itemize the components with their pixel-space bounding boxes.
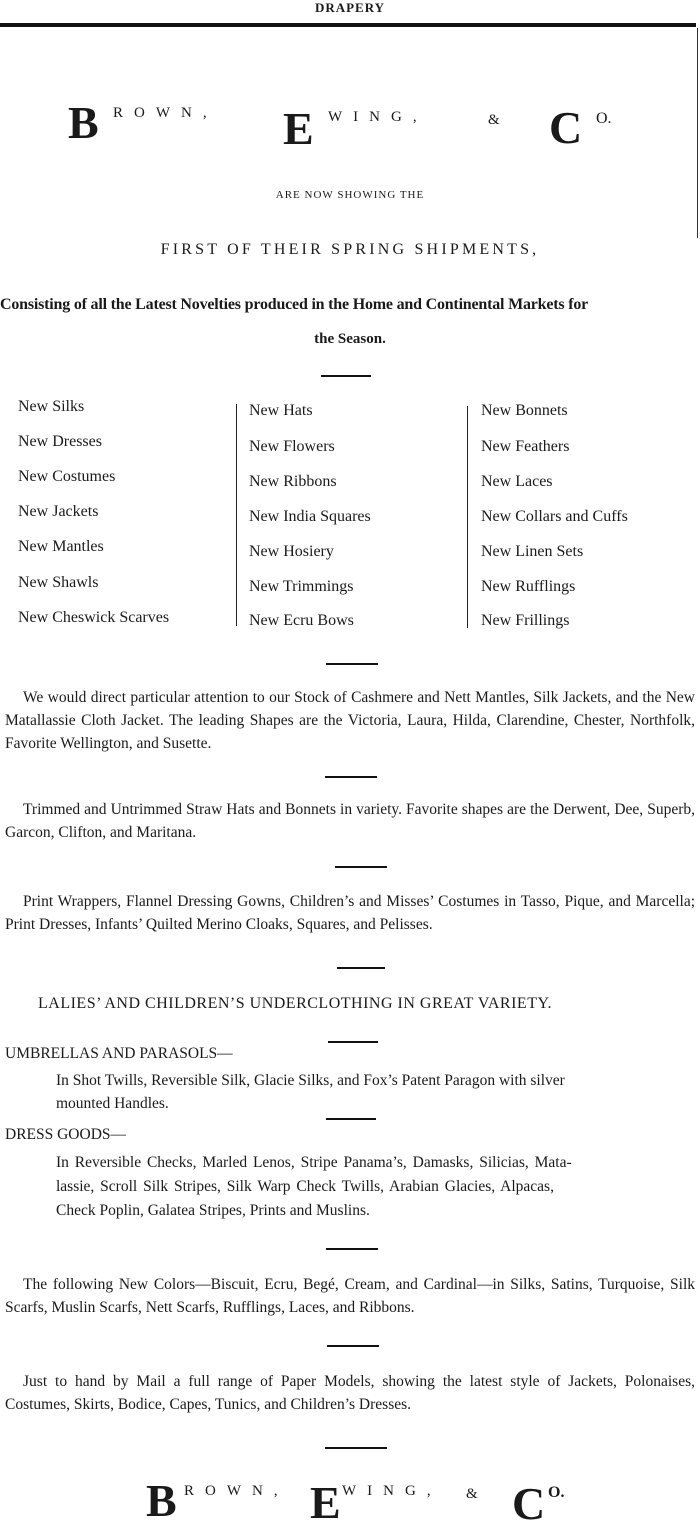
firm-rest-co: O. — [548, 1484, 565, 1501]
underclothing-heading: LALIES’ AND CHILDREN’S UNDERCLOTHING IN GREAT VARIETY. — [38, 995, 552, 1012]
firm-initial-c: C — [549, 102, 583, 153]
column-divider — [236, 404, 237, 626]
list-item: New Bonnets — [481, 402, 568, 419]
divider-rule — [326, 1248, 378, 1250]
paragraph-wrappers: Print Wrappers, Flannel Dressing Gowns, Children’s and Misses’ Costumes in Tasso, Pique, and Marcella; Print Dresses, Infants’ Quilted Merino Cloaks, Squares, and Pelisses. — [5, 893, 695, 933]
divider-rule — [325, 1447, 387, 1449]
firm-rest-ewing: WING, — [342, 1483, 442, 1499]
divider-rule — [321, 375, 371, 377]
firm-ampersand: & — [466, 1486, 478, 1502]
list-item: New Costumes — [18, 468, 116, 485]
firm-initial-b: B — [68, 97, 99, 148]
section-title: DRAPERY — [314, 0, 386, 15]
column-divider — [467, 406, 468, 628]
dress-goods-line-2: lassie, Scroll Silk Stripes, Silk Warp Check Twills, Arabian Glacies, Alpacas, — [56, 1178, 554, 1195]
firm-initial-b: B — [146, 1475, 177, 1526]
list-item: New Mantles — [18, 538, 104, 555]
list-item: New Rufflings — [481, 578, 576, 595]
list-item: New Ribbons — [249, 473, 337, 490]
dress-goods-heading: DRESS GOODS— — [5, 1126, 127, 1143]
paragraph-mantles: We would direct particular attention to our Stock of Cashmere and Nett Mantles, Silk Jackets, and the New Matallassie Cloth Jacket. The leading Shapes are the Victoria, Laura, Hilda, Clarendine, Chester, Northfolk, Favorite Wellington, and Susette. — [5, 689, 695, 752]
paragraph-colors: The following New Colors—Biscuit, Ecru, Begé, Cream, and Cardinal—in Silks, Satins, Turquoise, Silk Scarfs, Muslin Scarfs, Nett Scarfs, Rufflings, Laces, and Ribbons. — [5, 1276, 695, 1316]
divider-rule — [325, 776, 377, 778]
firm-rest-brown: ROWN, — [113, 105, 218, 121]
dress-goods-line-3: Check Poplin, Galatea Stripes, Prints and Muslins. — [56, 1202, 370, 1219]
divider-rule — [337, 967, 385, 969]
divider-rule — [326, 663, 378, 665]
firm-initial-c: C — [512, 1478, 546, 1529]
list-item: New Frillings — [481, 612, 570, 629]
list-item: New Hats — [249, 402, 313, 419]
firm-rest-co: O. — [596, 110, 612, 127]
divider-rule — [326, 1118, 376, 1120]
list-item: New Flowers — [249, 438, 335, 455]
umbrellas-line-2: mounted Handles. — [56, 1095, 169, 1112]
umbrellas-line-1: In Shot Twills, Reversible Silk, Glacie Silks, and Fox’s Patent Paragon with silver — [56, 1072, 565, 1089]
list-item: New Linen Sets — [481, 543, 584, 560]
dress-goods-line-1: In Reversible Checks, Marled Lenos, Stripe Panama’s, Damasks, Silicias, Mata- — [56, 1154, 572, 1171]
list-item: New Dresses — [18, 433, 102, 450]
list-item: New Collars and Cuffs — [481, 508, 628, 525]
list-item: New Silks — [18, 398, 85, 415]
list-item: New Trimmings — [249, 578, 354, 595]
divider-rule — [335, 866, 387, 868]
intro-line-3: Consisting of all the Latest Novelties produced in the Home and Continental Markets for — [0, 296, 589, 313]
intro-line-2: FIRST OF THEIR SPRING SHIPMENTS, — [160, 241, 540, 258]
list-item: New Shawls — [18, 574, 99, 591]
list-item: New Cheswick Scarves — [18, 609, 170, 626]
list-item: New India Squares — [249, 508, 371, 525]
divider-rule — [328, 1041, 378, 1043]
list-item: New Ecru Bows — [249, 612, 354, 629]
list-item: New Feathers — [481, 438, 570, 455]
umbrellas-heading: UMBRELLAS AND PARASOLS— — [5, 1045, 233, 1062]
firm-initial-e: E — [310, 1477, 341, 1528]
edge-rule — [697, 28, 698, 238]
firm-rest-ewing: WING, — [328, 109, 428, 125]
list-item: New Hosiery — [249, 543, 334, 560]
intro-line-1: ARE NOW SHOWING THE — [275, 189, 425, 201]
list-item: New Jackets — [18, 503, 99, 520]
firm-ampersand: & — [488, 112, 500, 128]
firm-initial-e: E — [283, 103, 314, 154]
list-item: New Laces — [481, 473, 553, 490]
firm-rest-brown: ROWN, — [184, 1483, 289, 1499]
paragraph-paper-models: Just to hand by Mail a full range of Paper Models, showing the latest style of Jackets, Polonaises, Costumes, Skirts, Bodice, Capes, Tunics, and Children’s Dresses. — [5, 1373, 695, 1413]
paragraph-straw-hats: Trimmed and Untrimmed Straw Hats and Bonnets in variety. Favorite shapes are the Derwent, Dee, Superb, Garcon, Clifton, and Maritana. — [5, 801, 695, 841]
intro-line-4: the Season. — [314, 331, 386, 347]
divider-rule — [327, 1345, 379, 1347]
top-rule — [0, 23, 696, 27]
